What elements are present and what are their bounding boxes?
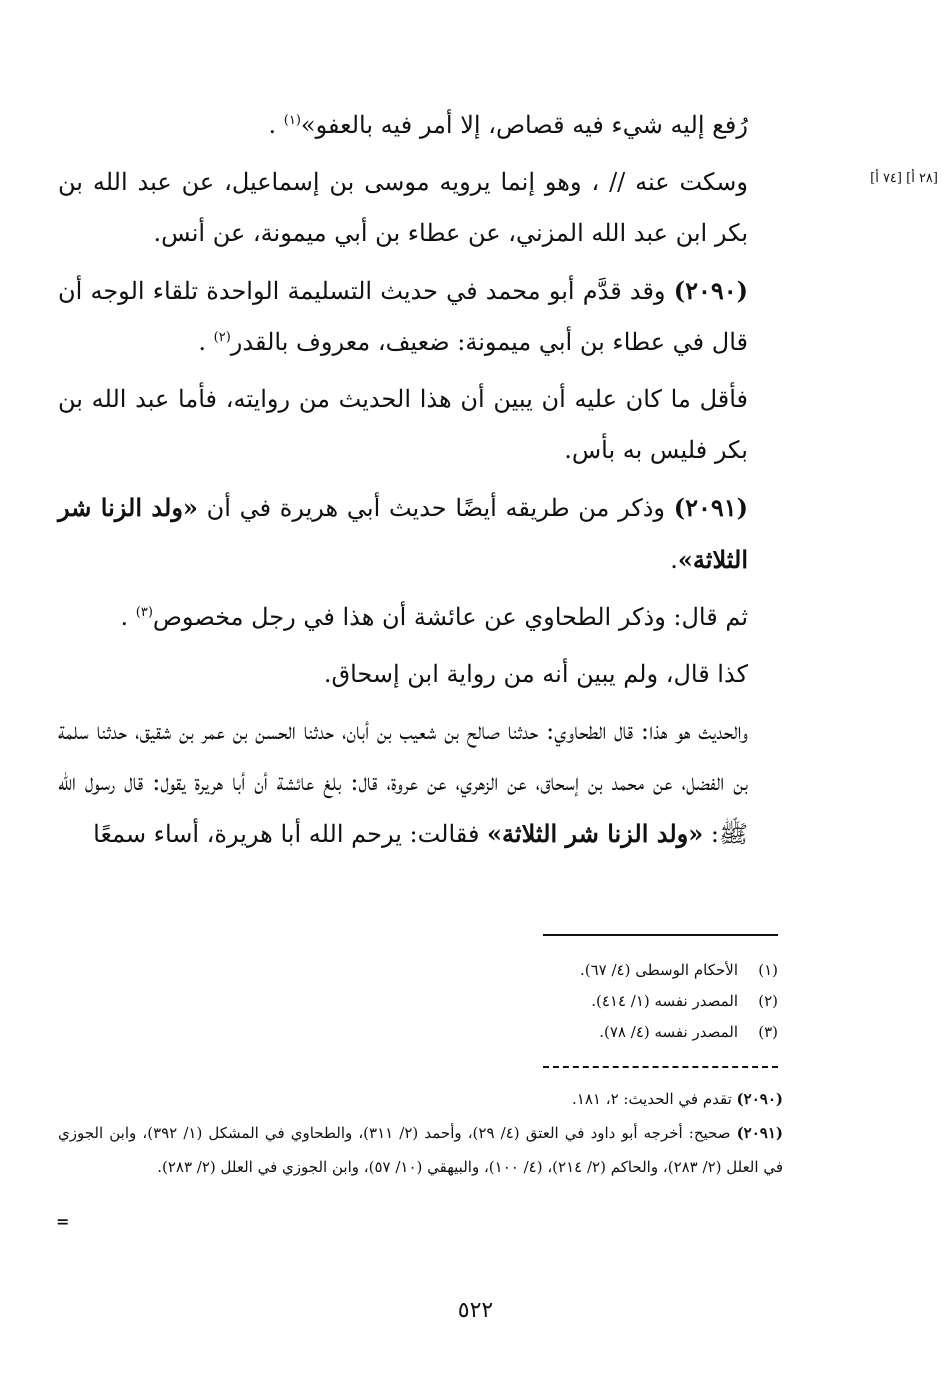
paragraph-1 bbox=[58, 100, 778, 151]
takhrij-2091 bbox=[58, 1116, 783, 1184]
takhrij-text: تقدم في الحديث: ٢، ١٨١. bbox=[572, 1090, 737, 1108]
paragraph-hadith-2090 bbox=[58, 265, 778, 368]
footnote-number: (٣) bbox=[758, 1023, 778, 1041]
paragraph-8 bbox=[58, 706, 778, 860]
hadith-number: (٢٠٩٠) bbox=[736, 1090, 783, 1108]
footnote-3 bbox=[430, 1017, 778, 1048]
paragraph-tail: فقالت: يرحم الله أبا هريرة، أساء سمعًا bbox=[93, 820, 488, 848]
footnote-separator bbox=[543, 934, 778, 936]
footnote-number: (١) bbox=[758, 961, 778, 979]
paragraph-text: والحديث هو هذا: قال الطحاوي: حدثنا صالح بن شعيب بن أبان، حدثنا الحسن بن عمر بن شقيق، حدثنا سلمة بن الفضل، عن محمد بن إسحاق، عن الزهري، عن عروة، قال: بلغ عائشة أن أبا هريرة يقول: قال رسول الله ﷺ: bbox=[58, 717, 748, 848]
paragraph-text: فأقل ما كان عليه أن يبين أن هذا الحديث من روايته، فأما عبد الله بن بكر فليس به بأس. bbox=[58, 385, 748, 464]
paragraph-2 bbox=[58, 157, 778, 259]
hadith-number: (٢٠٩١) bbox=[736, 1124, 784, 1142]
footnote-ref-1[interactable]: (١) bbox=[283, 113, 301, 128]
footnote-text: المصدر نفسه (١/ ٤١٤). bbox=[591, 992, 738, 1010]
paragraph-text: وقد قدَّم أبو محمد في حديث التسليمة الواحدة تلقاء الوجه أن قال في عطاء بن أبي ميمونة: ضعيف، معروف بالقدر bbox=[58, 277, 748, 356]
paragraph-6 bbox=[58, 592, 778, 643]
footnote-text: الأحكام الوسطى (٤/ ٦٧). bbox=[579, 961, 738, 979]
footnotes bbox=[430, 955, 778, 1048]
paragraph-7 bbox=[58, 649, 778, 700]
takhrij-notes bbox=[58, 1082, 783, 1184]
footnote-number: (٢) bbox=[758, 992, 778, 1010]
paragraph-text: ثم قال: وذكر الطحاوي عن عائشة أن هذا في رجل مخصوص bbox=[152, 603, 748, 631]
paragraph-tail: . bbox=[268, 111, 284, 139]
paragraph-text: وذكر من طريقه أيضًا حديث أبي هريرة في أن bbox=[197, 494, 674, 522]
footnote-1 bbox=[430, 955, 778, 986]
footnote-ref-2[interactable]: (٢) bbox=[213, 330, 231, 345]
paragraph-4 bbox=[58, 374, 778, 476]
hadith-quote: «ولد الزنا شر الثلاثة» bbox=[487, 819, 704, 848]
footnote-text: المصدر نفسه (٤/ ٧٨). bbox=[599, 1023, 738, 1041]
footnote-ref-3[interactable]: (٣) bbox=[135, 605, 153, 620]
hadith-number: (٢٠٩٠) bbox=[673, 276, 748, 305]
hadith-quote: «ولد الزنا شر الثلاثة» bbox=[58, 493, 748, 574]
paragraph-tail: . bbox=[198, 328, 214, 356]
manuscript-folio-reference: [٢٨ أ] [٧٤ أ] bbox=[870, 171, 938, 186]
takhrij-separator bbox=[543, 1066, 778, 1068]
page-number: ٥٢٢ bbox=[457, 1298, 494, 1323]
paragraph-text: وسكت عنه // ، وهو إنما يرويه موسى بن إسماعيل، عن عبد الله بن بكر ابن عبد الله المزني، عن عطاء بن أبي ميمونة، عن أنس. bbox=[58, 168, 748, 247]
takhrij-2090 bbox=[58, 1082, 783, 1116]
footnote-2 bbox=[430, 986, 778, 1017]
paragraph-tail: . bbox=[120, 603, 136, 631]
paragraph-hadith-2091 bbox=[58, 482, 778, 586]
paragraph-text: رُفع إليه شيء فيه قصاص، إلا أمر فيه بالعفو» bbox=[300, 111, 748, 139]
hadith-number: (٢٠٩١) bbox=[673, 493, 749, 522]
takhrij-text: صحيح: أخرجه أبو داود في العتق (٤/ ٢٩)، وأحمد (٢/ ٣١١)، والطحاوي في المشكل (١/ ٣٩٢)، وابن الجوزي في العلل (٢/ ٢٨٣)، والحاكم (٢/ ٢١٤)، (٤/ ١٠٠)، والبيهقي (١٠/ ٥٧)، وابن الجوزي في العلل (٢/ ٢٨٣). bbox=[58, 1124, 783, 1176]
paragraph-text: كذا قال، ولم يبين أنه من رواية ابن إسحاق. bbox=[323, 660, 748, 688]
continuation-mark: = bbox=[56, 1212, 70, 1231]
main-text bbox=[58, 100, 778, 866]
paragraph-tail: . bbox=[670, 546, 678, 574]
